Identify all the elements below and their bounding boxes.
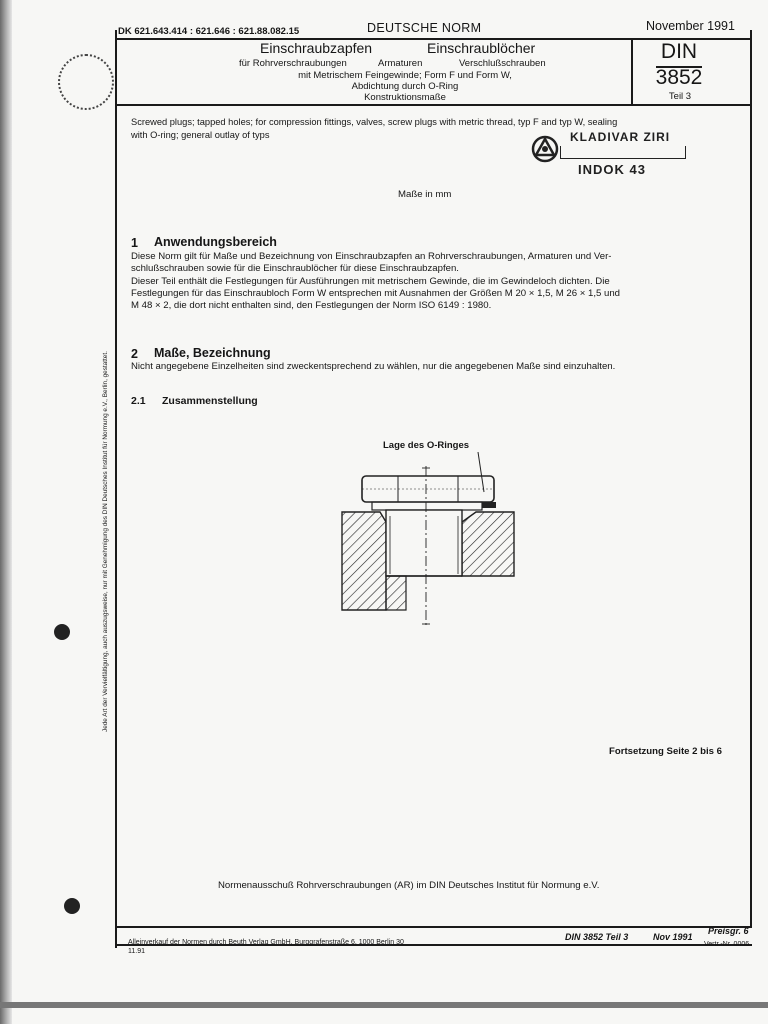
page-bottom-edge xyxy=(0,1002,768,1008)
title-right: Einschraublöcher xyxy=(427,40,536,56)
subtitle-line1-left: für Rohrverschraubungen xyxy=(239,58,347,69)
section2-paragraph: Nicht angegebene Einzelheiten sind zweckentsprechend zu wählen, nur die angegebenen Maße sind einzuhalten. xyxy=(131,361,616,372)
section1-paragraph1-line1: Diese Norm gilt für Maße und Bezeichnung von Einschraubzapfen an Rohrverschraubungen, Armaturen und Ver- xyxy=(131,251,612,262)
footer-sales-line2: 11.91 xyxy=(128,948,145,955)
section21-title: Zusammenstellung xyxy=(162,395,258,407)
subtitle-line2: mit Metrischem Feingewinde; Form F und Form W, xyxy=(298,70,512,81)
committee-line: Normenausschuß Rohrverschraubungen (AR) im DIN Deutsches Institut für Normung e.V. xyxy=(218,880,600,891)
din-part: Teil 3 xyxy=(668,91,692,102)
section2-title: Maße, Bezeichnung xyxy=(154,346,271,360)
stamp-box xyxy=(560,146,686,159)
footer-sales-line1: Alleinverkauf der Normen durch Beuth Verlag GmbH, Burggrafenstraße 6, 1000 Berlin 30 xyxy=(128,939,404,946)
dk-number: DK 621.643.414 : 621.646 : 621.88.082.15 xyxy=(118,26,300,37)
subtitle-line4: Konstruktionsmaße xyxy=(364,92,446,103)
english-title-line1: Screwed plugs; tapped holes; for compression fittings, valves, screw plugs with metric thread, typ F and typ W, sealing xyxy=(131,117,618,127)
subtitle-line3: Abdichtung durch O-Ring xyxy=(351,81,459,92)
continuation-note: Fortsetzung Seite 2 bis 6 xyxy=(609,746,723,757)
english-title-line2: with O-ring; general outlay of typs xyxy=(131,130,270,140)
punch-hole-bottom xyxy=(64,898,80,914)
section1-paragraph2-line1: Dieser Teil enthält die Festlegungen für Ausführungen mit metrischem Gewinde, die im Gewindeloch dichten. Die xyxy=(131,276,610,287)
stamp-logo-icon xyxy=(528,134,562,164)
frame-left-line xyxy=(115,30,117,948)
section1-title: Anwendungsbereich xyxy=(154,235,277,249)
din-number: 3852 xyxy=(655,66,703,89)
footer-price-group: Preisgr. 6 xyxy=(708,926,749,936)
standard-type: DEUTSCHE NORM xyxy=(367,21,482,35)
footer-vertr-nr: Vertr.-Nr. 0006 xyxy=(704,941,750,948)
subtitle-line1-mid: Armaturen xyxy=(378,58,423,69)
frame-bottom-line xyxy=(115,926,752,928)
section1-paragraph2-line2: Festlegungen für das Einschraubloch Form W entsprechen mit Ausnahmen der Größen M 20 × 1,5, M 26 × 1,5 und xyxy=(131,288,621,299)
frame-header-bottom-line xyxy=(115,104,752,106)
frame-right-line xyxy=(750,30,752,926)
scan-left-edge xyxy=(0,0,12,1024)
footer-doc-ref: DIN 3852 Teil 3 xyxy=(565,932,629,942)
din-label: DIN xyxy=(660,40,698,63)
footer-doc-date: Nov 1991 xyxy=(653,932,693,942)
stamp-line1: KLADIVAR ZIRI xyxy=(570,130,671,144)
header-din-box-left xyxy=(631,38,633,105)
issue-date: November 1991 xyxy=(646,19,735,33)
assembly-drawing xyxy=(336,452,522,632)
section21-number: 2.1 xyxy=(131,395,146,407)
side-copyright-note: Jede Art der Vervielfältigung, auch auszugsweise, nur mit Genehmigung des DIN Deutsches Institut für Normung e.V., Berlin, gestattet. xyxy=(102,351,109,732)
subtitle-line1-right: Verschlußschrauben xyxy=(459,58,546,69)
punch-hole-top xyxy=(54,624,70,640)
title-left: Einschraubzapfen xyxy=(260,40,373,56)
section1-paragraph2-line3: M 48 × 2, die dort nicht enthalten sind, den Festlegungen der Norm ISO 6149 : 1980. xyxy=(131,300,492,311)
section2-number: 2 xyxy=(131,347,138,361)
section1-number: 1 xyxy=(131,236,138,250)
section1-paragraph1-line2: schlußschrauben sowie für die Einschraublöcher für diese Einschraubzapfen. xyxy=(131,263,459,274)
scan-circle-mark xyxy=(58,54,114,110)
units-note: Maße in mm xyxy=(398,189,452,200)
figure-o-ring-label: Lage des O-Ringes xyxy=(383,440,470,451)
stamp-line2: INDOK 43 xyxy=(578,162,646,177)
